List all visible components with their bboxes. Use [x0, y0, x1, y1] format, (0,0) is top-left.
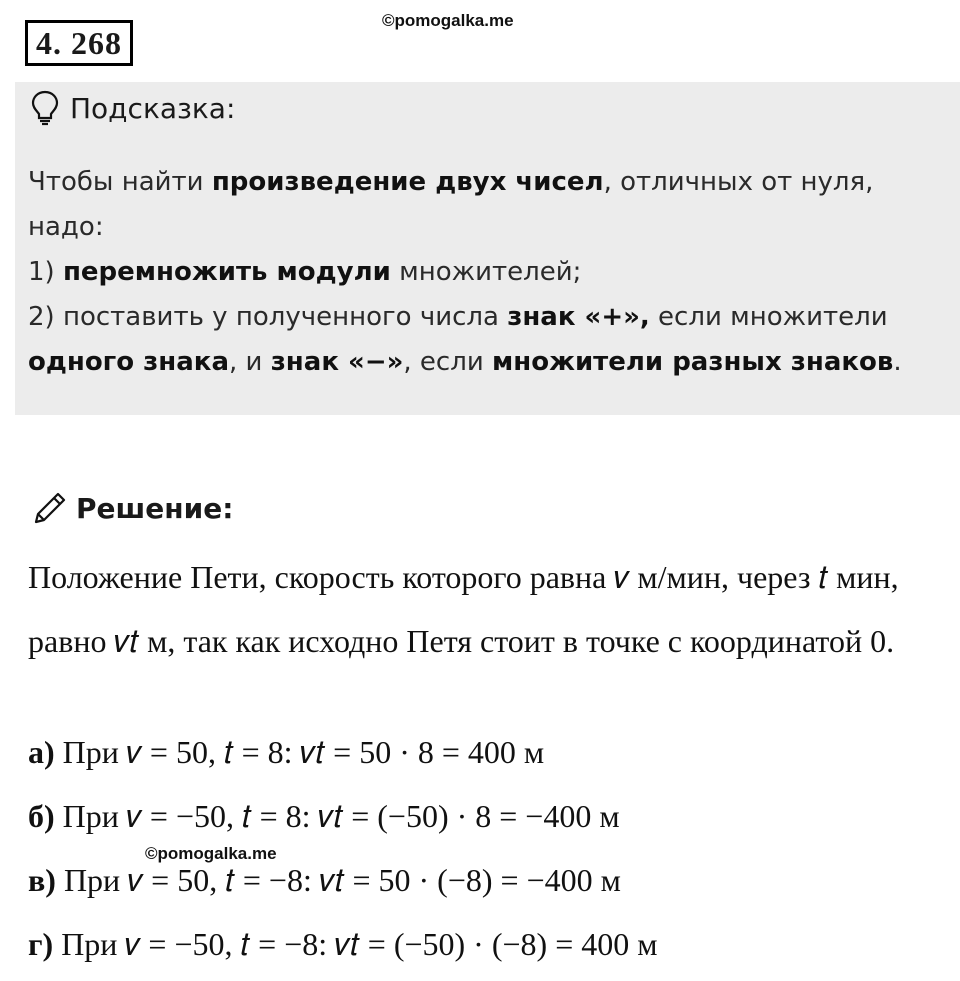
- case-a: а) При 𝑣 = 50, 𝑡 = 8: 𝑣𝑡 = 50 · 8 = 400 м: [28, 734, 545, 770]
- case-v: в) При 𝑣 = 50, 𝑡 = −8: 𝑣𝑡 = 50 · (−8) = −400 м: [28, 862, 621, 898]
- problem-number: 4. 268: [25, 20, 133, 66]
- hint-title: Подсказка:: [70, 91, 236, 125]
- pencil-icon: [30, 488, 70, 528]
- watermark: ©pomogalka.me: [382, 11, 514, 30]
- lightbulb-icon: [30, 90, 60, 126]
- case-b: б) При 𝑣 = −50, 𝑡 = 8: 𝑣𝑡 = (−50) · 8 = −400 м: [28, 798, 620, 834]
- hint-line-1: Чтобы найти произведение двух чисел, отличных от нуля, надо:: [28, 167, 874, 242]
- solution-intro: Положение Пети, скорость которого равна 𝑣 м/мин, через 𝑡 мин, равно 𝑣𝑡 м, так как исходно Петя стоит в точке с координатой 0.: [28, 559, 899, 659]
- solution-header: [30, 488, 233, 528]
- hint-text: [28, 160, 948, 385]
- hint-header: [30, 90, 235, 126]
- case-g: г) При 𝑣 = −50, 𝑡 = −8: 𝑣𝑡 = (−50) · (−8) = 400 м: [28, 926, 658, 962]
- hint-line-3: 2) поставить у полученного числа знак «+», если множители одного знака, и знак «−», если множители разных знаков.: [28, 302, 902, 377]
- hint-line-2: 1) перемножить модули множителей;: [28, 257, 582, 287]
- solution-title: Решение:: [76, 491, 234, 525]
- watermark: ©pomogalka.me: [145, 844, 277, 863]
